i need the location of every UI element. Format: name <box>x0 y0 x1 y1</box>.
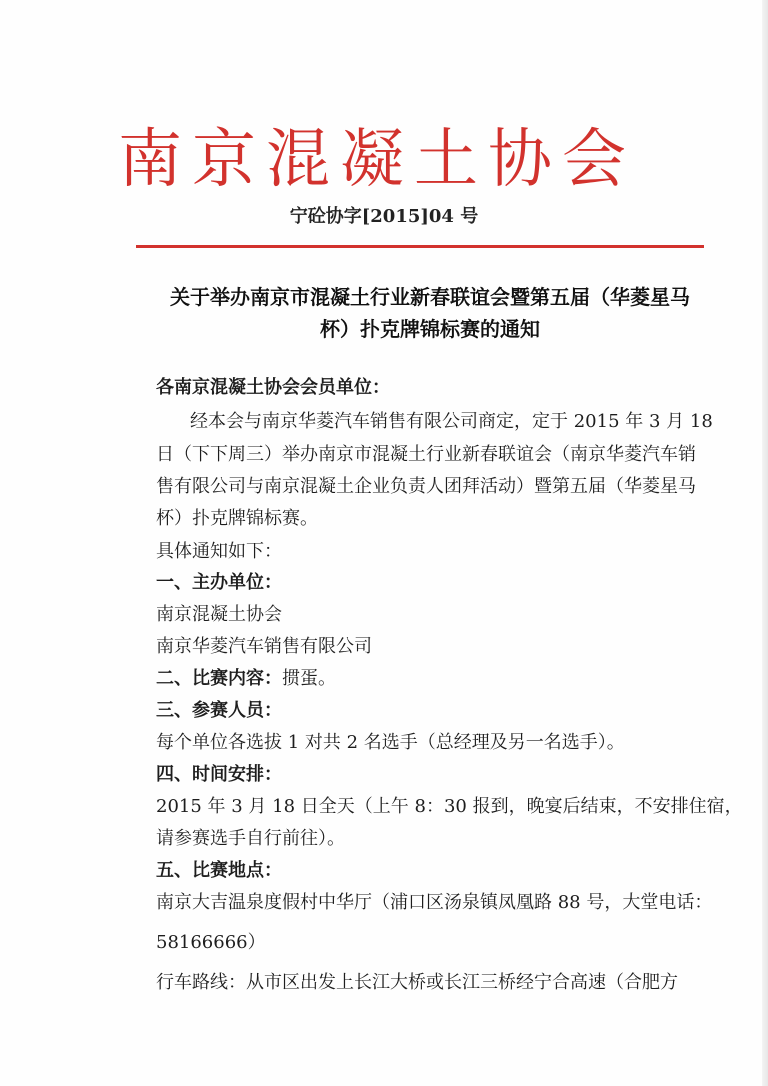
venue-line-1: 南京大吉温泉度假村中华厅（浦口区汤泉镇凤凰路 88 号，大堂电话： <box>156 892 713 913</box>
details-intro: 具体通知如下： <box>156 541 282 562</box>
route-line: 行车路线：从市区出发上长江大桥或长江三桥经宁合高速（合肥方 <box>156 972 678 993</box>
intro-line-2: 日（下下周三）举办南京市混凝土行业新春联谊会（南京华菱汽车销 <box>156 444 696 465</box>
content-value: 掼蛋。 <box>282 668 336 689</box>
notice-title <box>150 281 710 345</box>
schedule-line-2: 请参赛选手自行前往）。 <box>156 828 345 849</box>
content-section <box>156 664 336 693</box>
participants-heading: 三、参赛人员： <box>156 700 282 721</box>
schedule-heading: 四、时间安排： <box>156 764 282 785</box>
organizers-heading: 一、主办单位： <box>156 572 282 593</box>
participants-text: 每个单位各选拔 1 对共 2 名选手（总经理及另一名选手）。 <box>156 732 625 753</box>
scan-edge-shadow <box>762 0 768 1086</box>
organization-header: 南京混凝土协会 <box>118 123 636 197</box>
red-divider-line <box>136 245 704 248</box>
schedule-line-1: 2015 年 3 月 18 日全天（上午 8：30 报到，晚宴后结束，不安排住宿， <box>156 796 743 817</box>
title-line-1: 关于举办南京市混凝土行业新春联谊会暨第五届（华菱星马 <box>170 285 690 309</box>
organizer-2: 南京华菱汽车销售有限公司 <box>156 636 372 657</box>
venue-heading: 五、比赛地点： <box>156 860 282 881</box>
salutation: 各南京混凝土协会会员单位： <box>156 377 390 398</box>
content-heading: 二、比赛内容： <box>156 668 282 689</box>
organizer-1: 南京混凝土协会 <box>156 604 282 625</box>
intro-line-4: 杯）扑克牌锦标赛。 <box>156 508 318 529</box>
intro-line-1: 经本会与南京华菱汽车销售有限公司商定，定于 2015 年 3 月 18 <box>190 411 713 432</box>
document-number: 宁砼协字[2015]04 号 <box>289 206 479 227</box>
title-line-2: 杯）扑克牌锦标赛的通知 <box>320 317 540 341</box>
intro-line-3: 售有限公司与南京混凝土企业负责人团拜活动）暨第五届（华菱星马 <box>156 476 696 497</box>
venue-line-2: 58166666） <box>156 932 266 953</box>
